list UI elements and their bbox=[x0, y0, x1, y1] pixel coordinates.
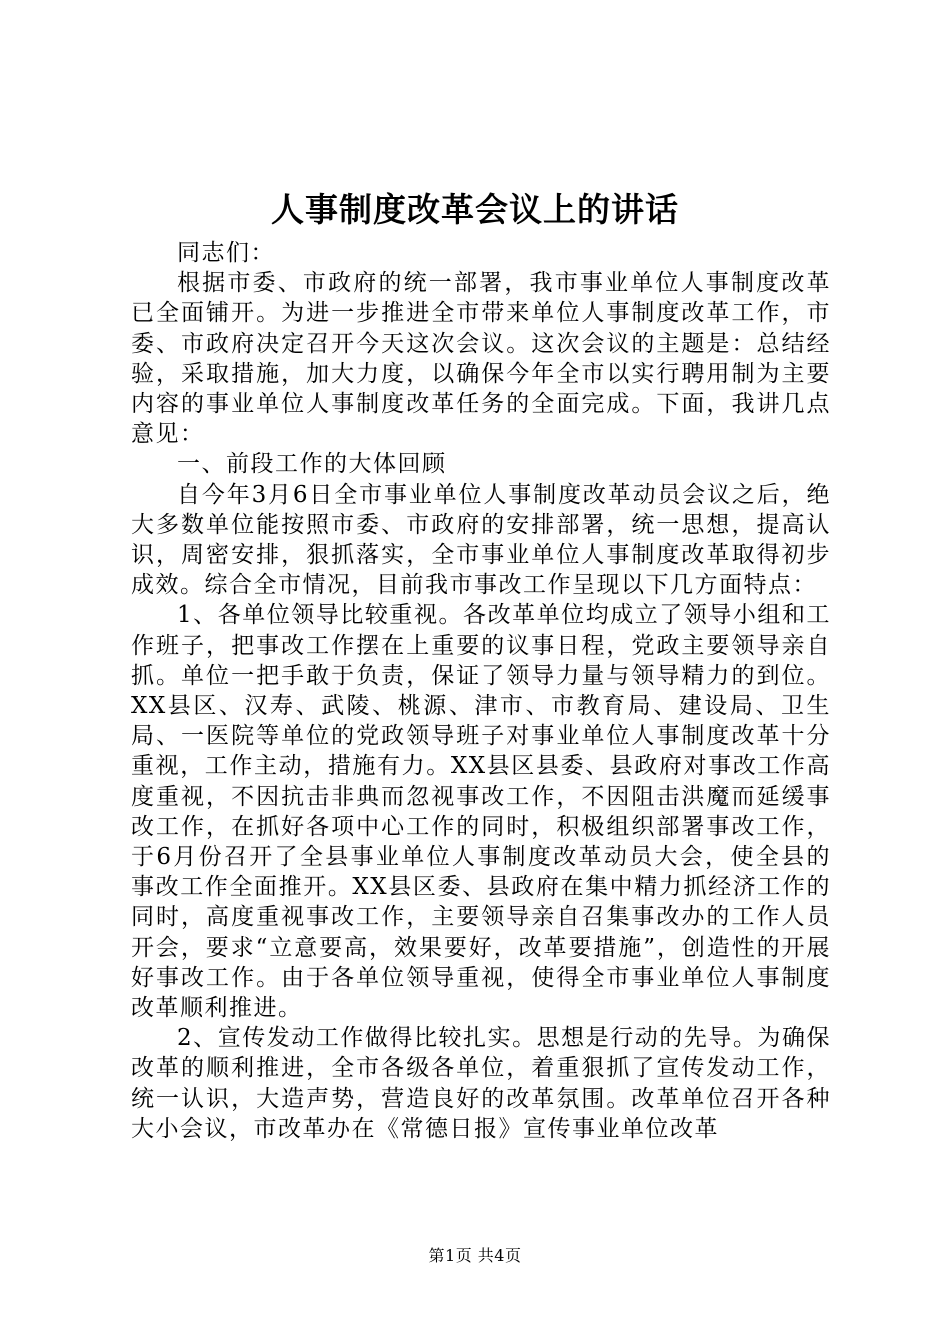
review-paragraph: 自今年3月6日全市事业单位人事制度改革动员会议之后，绝大多数单位能按照市委、市政府的安排部署，统一思想，提高认识，周密安排，狠抓落实，全市事业单位人事制度改革取得初步成效。综合全市情况，目前我市事改工作呈现以下几方面特点： bbox=[131, 481, 831, 599]
section-heading: 一、前段工作的大体回顾 bbox=[177, 451, 447, 478]
document-title: 人事制度改革会议上的讲话 bbox=[271, 190, 679, 229]
salutation-paragraph: 同志们： bbox=[177, 240, 275, 266]
document-body bbox=[131, 238, 831, 1144]
point-2-paragraph: 2、宣传发动工作做得比较扎实。思想是行动的先导。为确保改革的顺利推进，全市各级各单位，着重狠抓了宣传发动工作，统一认识，大造声势，营造良好的改革氛围。改革单位召开各种大小会议，市改革办在《常德日报》宣传事业单位改革 bbox=[131, 1025, 831, 1142]
page-number-footer: 第1页 共4页 bbox=[428, 1246, 522, 1265]
point-1-paragraph: 1、各单位领导比较重视。各改革单位均成立了领导小组和工作班子，把事改工作摆在上重要的议事日程，党政主要领导亲自抓。单位一把手敢于负责，保证了领导力量与领导精力的到位。XX县区、汉寿、武陵、桃源、津市、市教育局、建设局、卫生局、一医院等单位的党政领导班子对事业单位人事制度改革十分重视，工作主动，措施有力。XX县区县委、县政府对事改工作高度重视，不因抗击非典而忽视事改工作，不因阻击洪魔而延缓事改工作，在抓好各项中心工作的同时，积极组织部署事改工作，于6月份召开了全县事业单位人事制度改革动员大会，使全县的事改工作全面推开。XX县区委、县政府在集中精力抓经济工作的同时，高度重视事改工作，主要领导亲自召集事改办的工作人员开会，要求“立意要高，效果要好，改革要措施”，创造性的开展好事改工作。由于各单位领导重视，使得全市事业单位人事制度改革顺利推进。 bbox=[131, 602, 831, 1022]
intro-paragraph: 根据市委、市政府的统一部署，我市事业单位人事制度改革已全面铺开。为进一步推进全市带来单位人事制度改革工作，市委、市政府决定召开今天这次会议。这次会议的主题是：总结经验，采取措施，加大力度，以确保今年全市以实行聘用制为主要内容的事业单位人事制度改革任务的全面完成。下面，我讲几点意见： bbox=[131, 270, 831, 448]
